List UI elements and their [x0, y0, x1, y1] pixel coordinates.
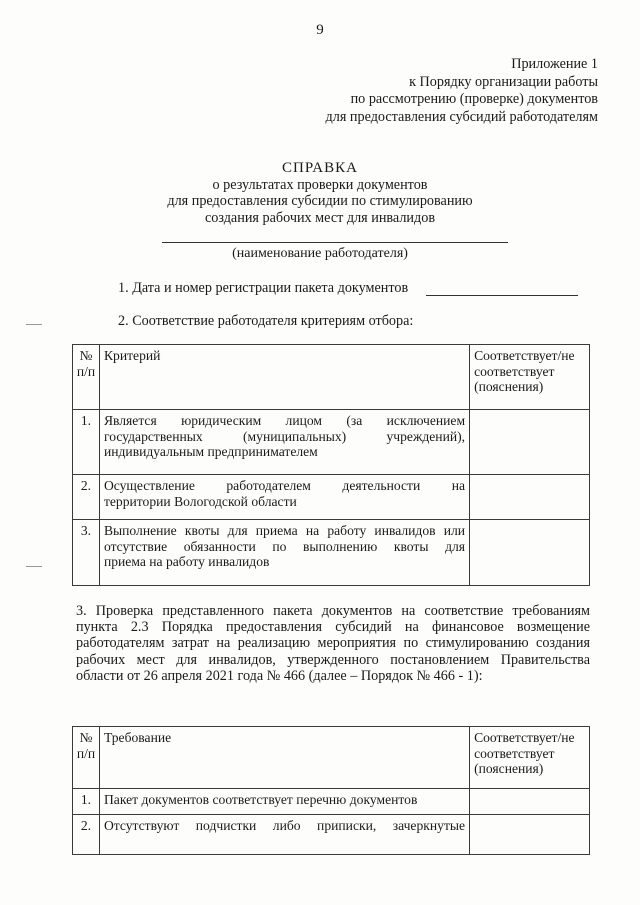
row-criterion-text: Осуществление работодателем деятельности на [103, 478, 466, 493]
row-conformity-cell[interactable] [470, 789, 590, 815]
row-conformity-cell[interactable] [470, 815, 590, 855]
margin-mark [26, 324, 42, 325]
requirements-table [72, 726, 590, 855]
table-header-row [73, 345, 590, 410]
row-criterion-text: Выполнение квоты для приема на работу инвалидов или отсутствие обязанности по выполнению квоты для [103, 523, 466, 554]
criteria-table [72, 344, 590, 586]
appendix-line-3: по рассмотрению (проверке) документов [350, 91, 598, 107]
header-conformity: Соответствует/не соответствует (пояснения) [470, 345, 590, 410]
row-num: 1. [73, 410, 100, 475]
row-conformity-cell[interactable] [470, 520, 590, 586]
header-num: № п/п [73, 727, 100, 789]
row-criterion [99, 520, 469, 586]
table-row [73, 789, 590, 815]
appendix-line-1: Приложение 1 [511, 56, 598, 72]
margin-mark [26, 566, 42, 567]
employer-caption: (наименование работодателя) [232, 246, 408, 261]
header-conformity: Соответствует/не соответствует (пояснения) [470, 727, 590, 789]
row-num: 1. [73, 789, 100, 815]
header-num: № п/п [73, 345, 100, 410]
table-row [73, 815, 590, 855]
row-requirement: Пакет документов соответствует перечню документов [99, 789, 469, 815]
row-num: 2. [73, 815, 100, 855]
row-num: 2. [73, 475, 100, 520]
appendix-header [326, 56, 598, 126]
row-criterion-text-end: территории Вологодской области [103, 493, 297, 509]
row-criterion-text: Является юридическим лицом (за исключением государственных (муниципальных) учреждений), [103, 413, 466, 444]
row-criterion-text-end: приема на работу инвалидов [103, 554, 270, 569]
appendix-line-4: для предоставления субсидий работодателям [325, 108, 598, 125]
row-conformity-cell[interactable] [470, 475, 590, 520]
title-line-2: о результатах проверки документов [212, 176, 428, 193]
employer-name-line [162, 242, 508, 243]
table-row [73, 475, 590, 520]
page-number: 9 [316, 22, 324, 38]
title-line-4: создания рабочих мест для инвалидов [204, 209, 436, 226]
table-row [73, 520, 590, 586]
row-criterion-text-end: индивидуальным предпринимателем [103, 444, 318, 459]
header-criterion: Критерий [99, 345, 469, 410]
document-title [0, 160, 640, 226]
title-line-3: для предоставления субсидии по стимулированию [167, 193, 473, 209]
row-criterion [99, 475, 469, 520]
appendix-line-2: к Порядку организации работы [409, 73, 598, 90]
table-header-row [73, 727, 590, 789]
item-3-document-check: 3. Проверка представленного пакета документов на соответствие требованиям пункта 2.3 Порядка предоставления субсидий на финансовое возмещение работодателям затрат на реализацию мероприятия по стимулированию создания рабочих мест для инвалидов, утвержденного постановлением Правительства области от 26 апреля 2021 года № 466 (далее – Порядок № 466 - 1): [76, 603, 590, 684]
registration-fill-line [426, 295, 578, 296]
row-requirement: Отсутствуют подчистки либо приписки, зачеркнутые [99, 815, 469, 855]
item-1-registration: 1. Дата и номер регистрации пакета документов [118, 280, 409, 296]
row-criterion [99, 410, 469, 475]
title-main: СПРАВКА [282, 160, 358, 176]
row-conformity-cell[interactable] [470, 410, 590, 475]
header-requirement: Требование [99, 727, 469, 789]
item-2-criteria: 2. Соответствие работодателя критериям отбора: [118, 313, 414, 329]
row-num: 3. [73, 520, 100, 586]
table-row [73, 410, 590, 475]
